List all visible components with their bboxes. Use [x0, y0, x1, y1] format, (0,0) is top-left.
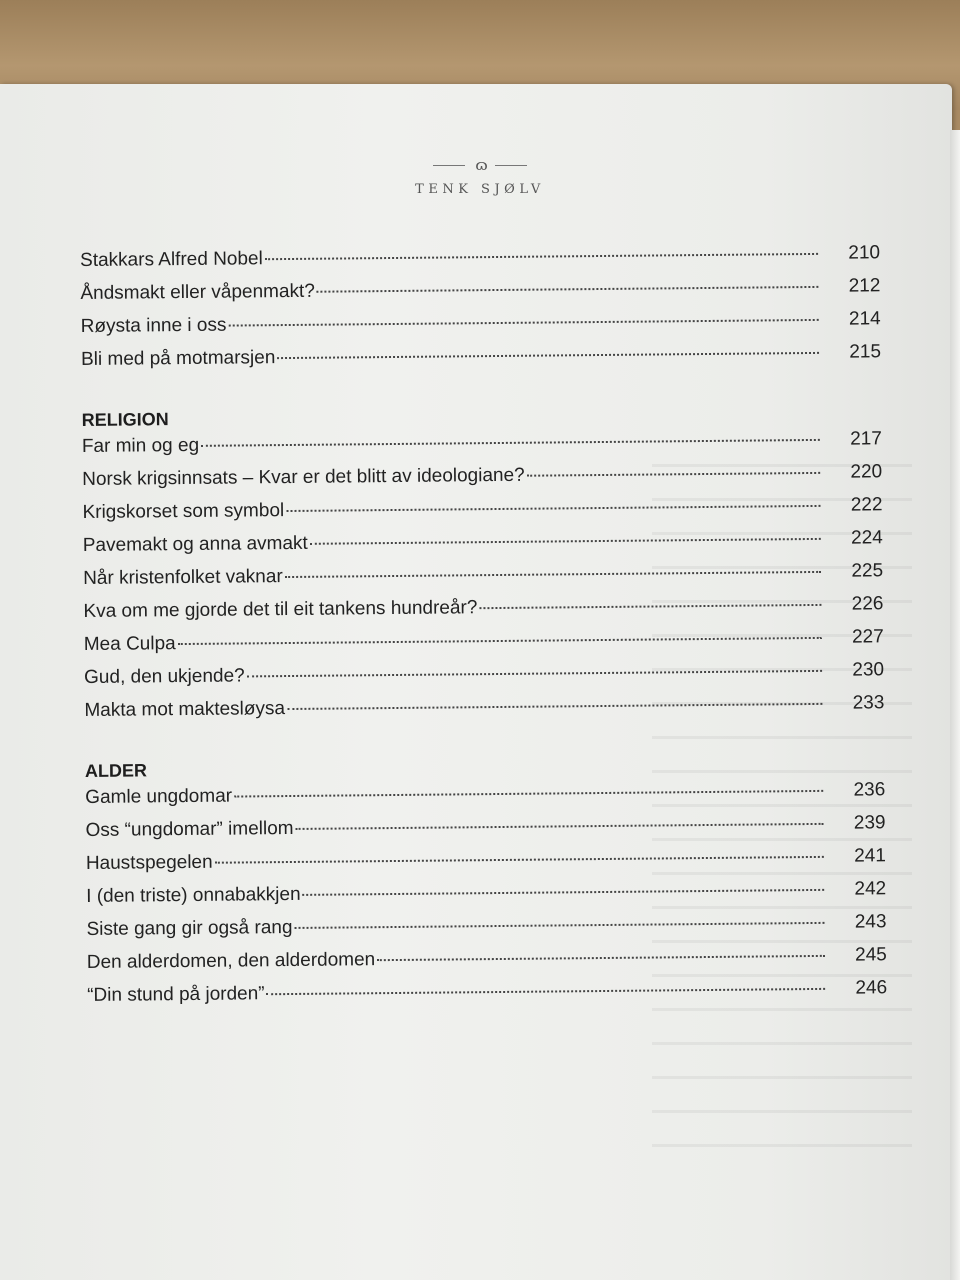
- entry-page: 225: [851, 560, 884, 582]
- entry-title: Pavemakt og anna avmakt: [82, 532, 308, 556]
- entry-title: Kva om me gjorde det til eit tankens hundreår?: [83, 597, 478, 622]
- entry-title: Bli med på motmarsjen: [80, 347, 276, 370]
- dot-leader: [296, 823, 824, 830]
- section-heading: ALDER: [84, 760, 148, 781]
- entry-page: 214: [848, 308, 881, 330]
- entry-title: Krigskorset som symbol: [82, 500, 285, 523]
- dot-leader: [377, 955, 825, 961]
- entry-page: 233: [852, 692, 885, 714]
- dot-leader: [234, 790, 823, 798]
- dot-leader: [215, 856, 824, 864]
- entry-title: Norsk krigsinnsats – Kvar er det blitt av ideologiane?: [82, 464, 525, 490]
- page-edge: [950, 130, 960, 1280]
- toc-section: [81, 396, 884, 733]
- entry-title: Røysta inne i oss: [80, 314, 227, 337]
- dot-leader: [285, 571, 821, 578]
- dot-leader: [287, 703, 822, 710]
- entry-page: 246: [855, 977, 888, 999]
- running-header: [0, 150, 960, 197]
- entry-title: Åndsmakt eller våpenmakt?: [80, 280, 315, 304]
- dot-leader: [303, 889, 825, 896]
- ornament-icon: ɷ: [475, 156, 485, 174]
- toc-entry: [81, 341, 881, 382]
- entry-title: Siste gang gir også rang: [86, 916, 293, 940]
- dot-leader: [317, 286, 819, 293]
- entry-title: Haustspegelen: [85, 851, 213, 874]
- dot-leader: [267, 988, 826, 995]
- entry-page: 242: [854, 878, 887, 900]
- entry-title: I (den triste) onnabakkjen: [86, 883, 301, 907]
- entry-page: 215: [849, 341, 882, 363]
- entry-title: “Din stund på jorden”: [87, 983, 265, 1006]
- entry-page: 230: [852, 659, 885, 681]
- book-title: TENK SJØLV: [415, 182, 545, 197]
- toc-section: [85, 747, 887, 1018]
- dot-leader: [286, 505, 820, 512]
- entry-page: 226: [851, 593, 884, 615]
- dot-leader: [265, 253, 818, 260]
- dot-leader: [228, 319, 818, 327]
- entry-page: 241: [854, 845, 886, 867]
- entry-title: Mea Culpa: [83, 633, 176, 655]
- entry-page: 220: [850, 461, 883, 483]
- dot-leader: [247, 670, 822, 678]
- entry-page: 212: [848, 275, 881, 297]
- entry-page: 210: [848, 242, 881, 264]
- dot-leader: [277, 352, 819, 359]
- entry-page: 227: [851, 626, 884, 648]
- entry-page: 245: [855, 944, 887, 966]
- dot-leader: [178, 637, 822, 645]
- section-heading: RELIGION: [81, 409, 169, 430]
- entry-title: Makta mot maktesløysa: [84, 698, 286, 721]
- entry-page: 224: [850, 527, 883, 549]
- dot-leader: [527, 472, 820, 477]
- dot-leader: [294, 922, 824, 929]
- toc-entry: [84, 692, 884, 733]
- table-of-contents: [80, 242, 887, 1018]
- entry-title: Den alderdomen, den alderdomen: [86, 949, 376, 973]
- dot-leader: [310, 538, 821, 545]
- entry-title: Stakkars Alfred Nobel: [80, 248, 263, 271]
- dot-leader: [479, 604, 821, 609]
- ornament-line-right: [495, 165, 527, 166]
- header-ornament: [0, 150, 960, 180]
- entry-title: Gamle ungdomar: [85, 785, 233, 808]
- entry-title: Når kristenfolket vaknar: [83, 566, 283, 589]
- entry-page: 222: [850, 494, 883, 516]
- toc-section: [80, 242, 881, 382]
- entry-page: 236: [853, 779, 886, 801]
- entry-title: Oss “ungdomar” imellom: [85, 817, 294, 841]
- entry-title: Gud, den ukjende?: [84, 665, 245, 688]
- entry-page: 243: [854, 911, 887, 933]
- dot-leader: [201, 439, 820, 447]
- entry-title: Far min og eg: [81, 434, 200, 457]
- entry-page: 239: [853, 812, 886, 834]
- entry-page: 217: [850, 428, 882, 450]
- ornament-line-left: [433, 165, 465, 166]
